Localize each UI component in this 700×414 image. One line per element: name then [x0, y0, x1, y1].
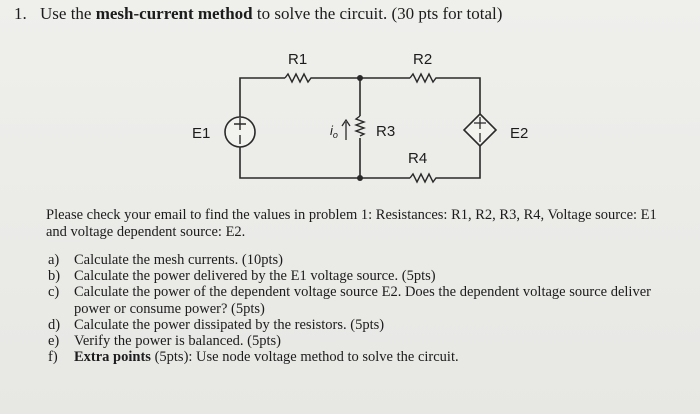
question-title [40, 4, 502, 24]
task-item [48, 317, 678, 333]
task-item [48, 284, 678, 316]
label-r2: R2 [413, 51, 433, 68]
label-r4: R4 [408, 150, 428, 167]
title-prefix: Use the [40, 4, 96, 23]
label-e2: E2 [510, 125, 529, 142]
resistor-r4-icon [410, 174, 440, 182]
task-label: f) [48, 349, 58, 366]
label-r3: R3 [376, 123, 396, 140]
resistor-r3-icon [356, 116, 364, 136]
task-item [48, 349, 678, 365]
wire-top-left [240, 78, 285, 88]
task-label: c) [48, 284, 60, 301]
task-list [48, 252, 678, 365]
task-item [48, 252, 678, 268]
task-label: b) [48, 268, 61, 285]
task-text: Calculate the power of the dependent voltage source E2. Does the dependent voltage source deliver power or consume power? (5pts) [74, 284, 651, 317]
title-suffix: to solve the circuit. (30 pts for total) [252, 4, 503, 23]
wire-bottom-right [440, 146, 480, 178]
circuit-diagram [170, 40, 570, 200]
resistor-r2-icon [410, 74, 440, 82]
task-item [48, 333, 678, 349]
label-e1: E1 [192, 125, 211, 142]
label-r1: R1 [288, 51, 308, 68]
resistor-r1-icon [285, 74, 313, 82]
dependent-voltage-source-icon [464, 114, 496, 146]
wire-top-right [440, 78, 480, 114]
task-text: Calculate the power dissipated by the resistors. (5pts) [74, 316, 385, 333]
question-number: 1. [14, 4, 27, 23]
label-current [330, 123, 338, 140]
independent-voltage-source-icon [225, 117, 255, 147]
task-text: Verify the power is balanced. (5pts) [74, 333, 281, 350]
task-text: Calculate the mesh currents. (10pts) [74, 252, 283, 268]
current-arrow-icon [342, 120, 350, 140]
task-label: e) [48, 333, 60, 350]
task-label: a) [48, 252, 60, 268]
task-label: d) [48, 316, 61, 333]
task-text-bold: Extra points [74, 349, 151, 366]
task-text: Calculate the power delivered by the E1 voltage source. (5pts) [74, 268, 436, 285]
label-current-main: i [330, 123, 333, 138]
intro-paragraph: Please check your email to find the values in problem 1: Resistances: R1, R2, R3, R4, Voltage source: E1 and voltage dependent source: E2. [46, 207, 657, 240]
task-item [48, 268, 678, 284]
node-dot-icon [357, 75, 363, 81]
title-bold: mesh-current method [95, 4, 253, 23]
node-dot-icon [357, 175, 363, 181]
label-current-sub: o [332, 130, 338, 140]
task-text: (5pts): Use node voltage method to solve the circuit. [150, 349, 459, 366]
wire-left-bottom [240, 147, 360, 178]
